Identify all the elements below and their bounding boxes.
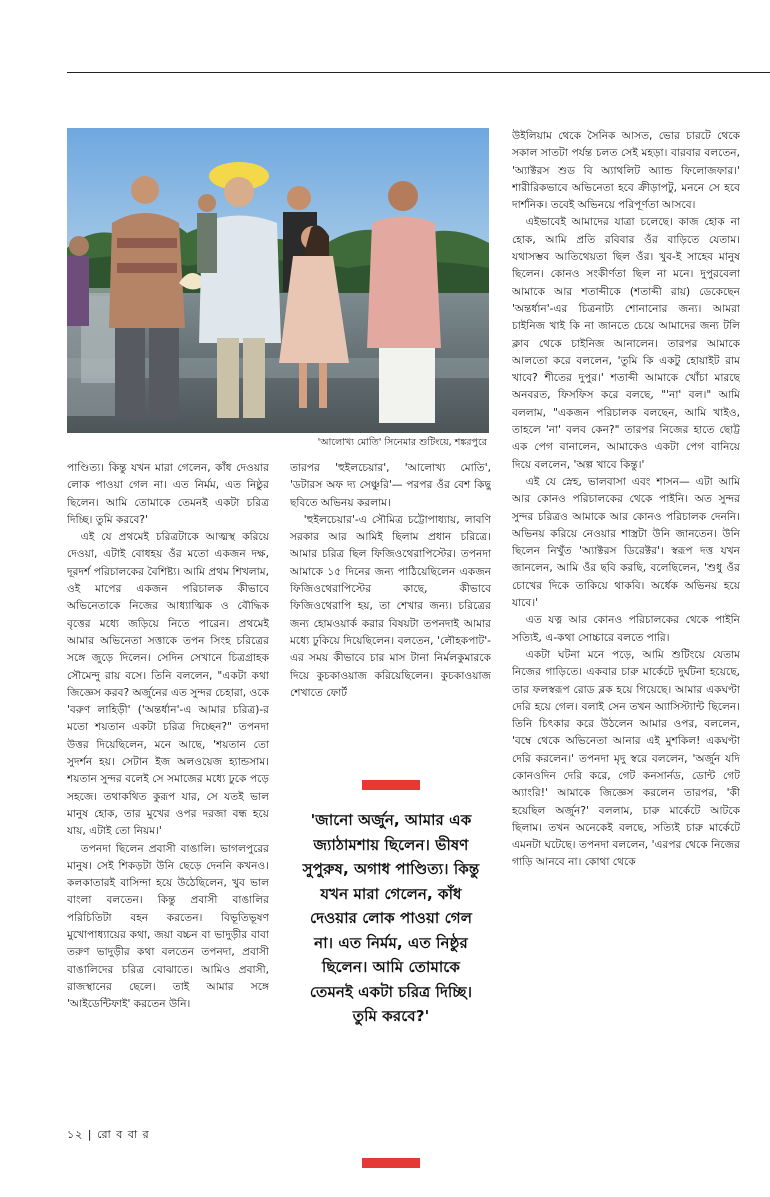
photo-caption: 'আলোখ্য মোতি' সিনেমার শুটিংয়ে, শঙ্করপুরে <box>317 437 487 448</box>
paragraph: এই যে প্রথমেই চরিত্রটাকে আত্মস্থ করিয়ে দেওয়া, এটাই বোধহয় ওঁর মতো একজন দক্ষ, দূরদর্শ পরিচালকের বৈশিষ্ট্য। আমি প্রথম শিখলাম, ওই মাপের একজন পরিচালক কীভাবে অভিনেতাকে নিজের আধ্যাত্মিক ও বৌদ্ধিক বৃত্তের মধ্যে জড়িয়ে নিতে পারেন। প্রথমেই আমার অভিনেতা সত্তাকে তপন সিংহ চরিত্রের সঙ্গে জুড়ে দিলেন। সেদিন সেখানে চিত্রগ্রাহক সৌমেন্দু রায় বসে। তিনি বললেন, "একটা কথা জিজ্ঞেস করব? অর্জুনের এত সুন্দর চেহারা, ওকে 'বরুণ লাহিড়ী' ('অন্তর্ধান'-এ আমার চরিত্র)-র মতো শয়তান একটা চরিত্র দিচ্ছেন?" তপনদা উত্তর দিয়েছিলেন, মনে আছে, 'শয়তান তো সুদর্শন হয়। সেটান ইজ অলওয়েজ হ্যান্ডসাম। শয়তান সুন্দর বলেই সে সমাজের মধ্যে ঢুকে পড়ে সহজে। তথাকথিত কুরূপ যার, সে যতই ভাল মানুষ হোক, তার মুখের ওপর দরজা বন্ধ হয়ে যায়, এটাই তো নিয়ম।' <box>67 531 269 838</box>
pull-quote-top-bar <box>362 780 420 790</box>
article-column-3 <box>512 128 740 1150</box>
paragraph: উইলিয়াম থেকে সৈনিক আসত, ভোর চারটে থেকে সকাল সাতটা পর্যন্ত চলত সেই মহড়া। বারবার বলতেন, 'অ্যাক্টরস শুড বি অ্যাথলিট অ্যান্ড ফিলোজফার।' শারীরিকভাবে অভিনেতা হবে ক্রীড়াপটু, মননে সে হবে দার্শনিক। তবেই অভিনয়ে পরিপূর্ণতা আসবে। <box>512 130 740 212</box>
paragraph: এত যত্ন আর কোনও পরিচালকের থেকে পাইনি সত্যিই, এ-কথা সোচ্চারে বলতে পারি। <box>512 614 740 644</box>
paragraph: একটা ঘটনা মনে পড়ে, আমি শুটিংয়ে যেতাম নিজের গাড়িতে। একবার চারু মার্কেটে দুর্ঘটনা হয়েছে, তার ফলস্বরূপ রোড ব্লক হয়ে গিয়েছে। আমার একঘণ্টা দেরি হয়ে গেল। বলাই সেন তখন অ্যাসিস্ট্যান্ট ছিলেন। তিনি চিৎকার করে উঠলেন আমার ওপর, বললেন, 'বম্বে থেকে অভিনেতা আনার এই মুশকিল! একঘণ্টা দেরি করলেন।' তপনদা মৃদু স্বরে বললেন, 'অর্জুন যদি কোনওদিন দেরি করে, গেট কনসার্নড, ডোন্ট গেট অ্যাংরি!' আমাকে জিজ্ঞেস করলেন তারপর, 'কী হয়েছিল অর্জুন?' বললাম, চারু মার্কেটে আটকে ছিলাম। তখন অনেকেই বলছে, সত্যিই চারু মার্কেটে এমনটা ঘটেছে। তপনদা বললেন, 'এরপর থেকে নিজের গাড়ি আনবে না। কোথা থেকে <box>512 648 740 869</box>
page-footer <box>67 1126 150 1145</box>
pull-quote-bottom-bar <box>362 1158 420 1168</box>
page-number: ১২ <box>67 1128 84 1141</box>
pull-quote <box>298 780 484 1168</box>
paragraph: পাণ্ডিত্য। কিন্তু যখন মারা গেলেন, কাঁধ দেওয়ার লোক পাওয়া গেল না। এত নির্মম, এত নিষ্ঠুর ছিলেন। আমি তোমাকে তেমনই একটা চরিত্র দিচ্ছি। তুমি করবে?' <box>67 462 269 526</box>
paragraph: তারপর 'হুইলচেয়ার', 'আলোখ্য মোতি', 'ডটারস অফ দ্য সেঞ্চুরি'— পরপর ওঁর বেশ কিছু ছবিতে অভিনয় করলাম। <box>290 462 491 509</box>
paragraph: 'হুইলচেয়ার'-এ সৌমিত্র চট্টোপাধ্যায়, লাবণি সরকার আর আমিই ছিলাম প্রধান চরিত্রে। আমার চরিত্র ছিল ফিজিওথেরাপিস্টের। তপনদা আমাকে ১৫ দিনের জন্য পাঠিয়েছিলেন একজন ফিজিওথেরাপিস্টের কাছে, কীভাবে ফিজিওথেরাপি হয়, তা শেখার জন্য। চরিত্রের জন্য হোমওয়ার্ক করার বিষয়টা তপনদাই আমার মধ্যে ঢুকিয়ে দিয়েছিলেন। বলতেন, 'লৌহকপাট'-এর সময় কীভাবে চার মাস টানা নির্মলকুমারকে দিয়ে কুচকাওয়াজ করিয়েছিলেন। কুচকাওয়াজ শেখাতে ফোর্ট <box>290 513 491 699</box>
paragraph: এইভাবেই আমাদের যাত্রা চলেছে। কাজ হোক না হোক, আমি প্রতি রবিবার ওঁর বাড়িতে যেতাম। যথাসম্ভব আতিথেয়তা ছিল ওঁর। খুব-ই সাহেব মানুষ ছিলেন। কোনও সংকীর্ণতা ছিল না মনে। দুপুরবেলা আমাকে আর শতাব্দীকে (শতাব্দী রায়) ডেকেছেন 'অন্তর্ধান'-এর চিত্রনাট্য শোনানোর জন্য। আমরা চাইনিজ খাই কি না জানতে চেয়ে আমাদের জন্য টলি ক্লাব থেকে চাইনিজ আনালেন। তারপর আমাকে আলতো করে বললেন, 'তুমি কি একটু হোয়াইট রাম খাবে? শীতের দুপুর।' শতাব্দী আমাকে খোঁচা মারছে অনবরত, ফিসফিস করে বলছে, "'না' বল।" আমি বললাম, "একজন পরিচালক বলছেন, আমি খাইও, তাহলে 'না' বলব কেন?" তারপর নিজের হাতে ছোট্ট এক পেগ বানালেন, আমাকেও একটা পেগ বানিয়ে দিয়ে বললেন, 'অল্প খাবে কিন্তু।' <box>512 216 740 471</box>
article-column-1 <box>67 460 269 1150</box>
paragraph: এই যে স্নেহ, ভালবাসা এবং শাসন— এটা আমি আর কোনও পরিচালকের থেকে পাইনি। অত সুন্দর সুন্দর চরিত্রও আমাকে আর কোনও পরিচালক দেননি। অভিনয় করিয়ে নেওয়ার শাস্ত্রটা উনি জানতেন। উনি ছিলেন নিখুঁত 'অ্যাক্টরস ডিরেক্টর'। স্বরূপ দত্ত যখন জানলেন, আমি ওঁর ছবি করছি, বলেছিলেন, 'শুধু ওঁর চোখের দিকে তাকিয়ে থাকবি। অর্ধেক অভিনয় হয়ে যাবে।' <box>512 475 740 610</box>
top-rule <box>67 72 770 73</box>
film-shooting-photo <box>67 128 489 433</box>
article-column-2 <box>290 460 491 760</box>
footer-separator: | <box>87 1128 93 1141</box>
pull-quote-text: 'জানো অর্জুন, আমার এক জ্যাঠামশায় ছিলেন। ভীষণ সুপুরুষ, অগাধ পাণ্ডিত্য। কিন্তু যখন মারা গেলেন, কাঁধ দেওয়ার লোক পাওয়া গেল না। এত নির্মম, এত নিষ্ঠুর ছিলেন। আমি তোমাকে তেমনই একটা চরিত্র দিচ্ছি। তুমি করবে?' <box>302 811 480 1025</box>
magazine-name: রো ব বা র <box>97 1128 150 1141</box>
beach-scene-illustration <box>67 128 489 433</box>
paragraph: তপনদা ছিলেন প্রবাসী বাঙালি। ভাগলপুরের মানুষ। সেই শিকড়টা উনি ছেড়ে দেননি কখনও। কলকাতারই বাসিন্দা হয়ে উঠেছিলেন, খুব ভাল বাংলা বলতেন। কিন্তু প্রবাসী বাঙালির পরিচিতিটা বহন করতেন। বিভূতিভূষণ মুখোপাধ্যায়ের কথা, জয়া বচ্চন বা ভাদুড়ীর বাবা তরুণ ভাদুড়ীর কথা বলতেন তপনদা, প্রবাসী বাঙালিদের চরিত্র বোঝাতে। আমিও প্রবাসী, রাজস্থানের ছেলে। তাই আমার সঙ্গে 'আইডেন্টিফাই' করতেন উনি। <box>67 842 269 1011</box>
